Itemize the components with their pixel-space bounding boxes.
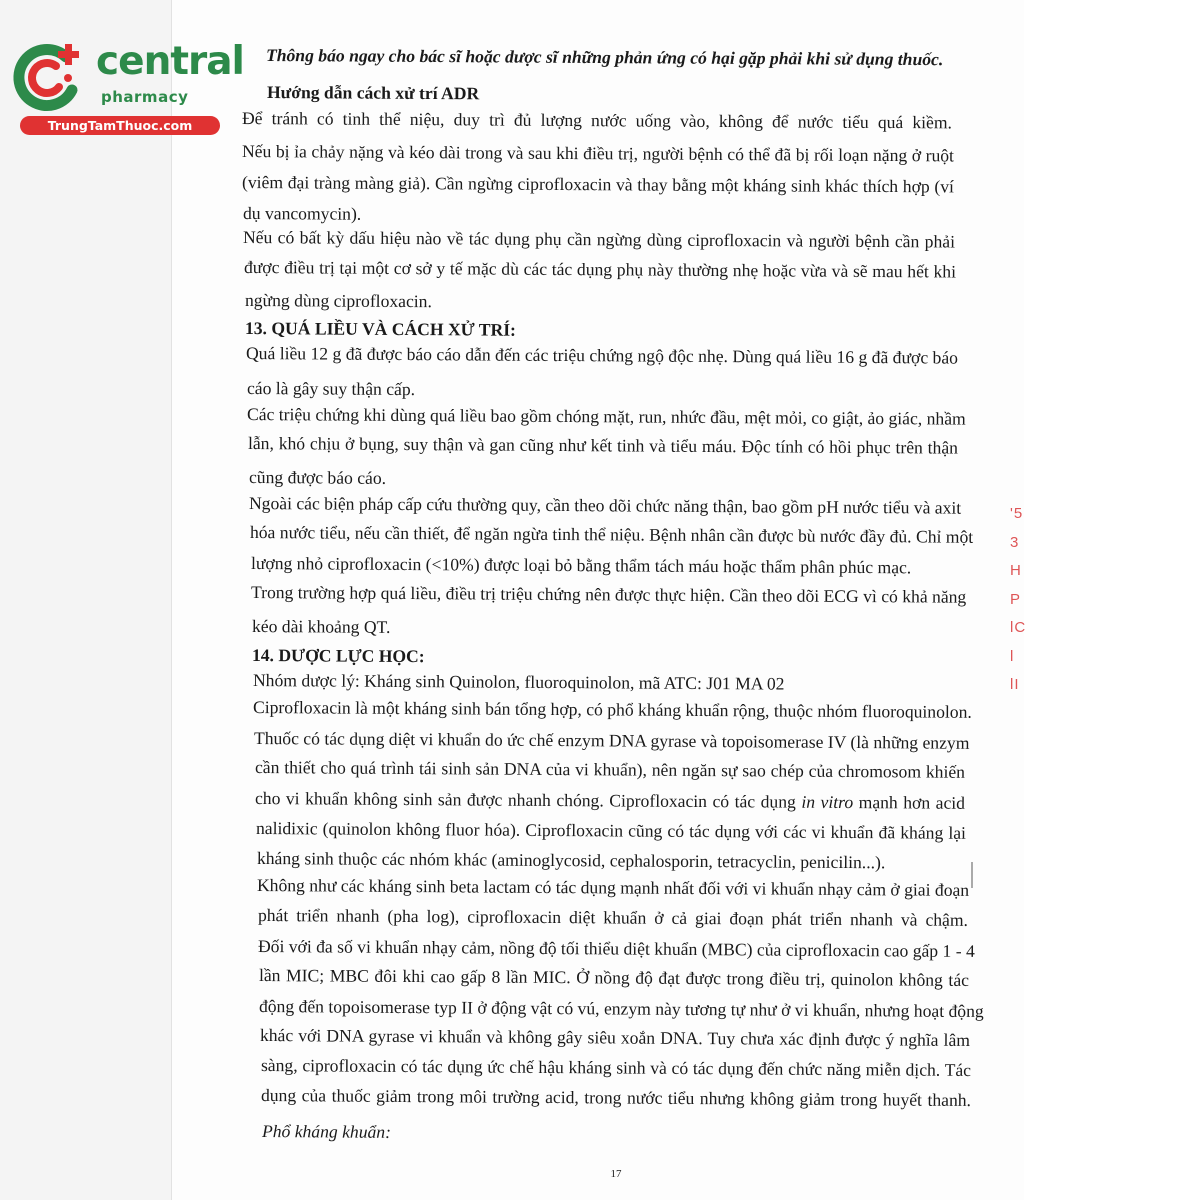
text-run-italic: in vitro (801, 791, 854, 813)
paragraph-line: Ciprofloxacin là một kháng sinh bán tổng hợp, có phổ kháng khuẩn rộng, thuộc nhóm fluoroquinolon. (252, 697, 972, 722)
paragraph-line: Các triệu chứng khi dùng quá liều bao gồm chóng mặt, run, nhức đầu, mệt mỏi, co giật, ảo giác, nhầm (246, 404, 966, 429)
paragraph-line: Đối với đa số vi khuẩn nhạy cảm, nồng độ tối thiểu diệt khuẩn (MBC) của ciprofloxacin cao gấp 1 - 4 (257, 936, 975, 961)
paragraph-line: cũng được báo cáo. (248, 467, 387, 488)
paragraph-line: hóa nước tiểu, nếu cần thiết, để ngăn ngừa tinh thể niệu. Bệnh nhân cần được bù nước đầy đủ. Chỉ một (249, 522, 974, 547)
paragraph-line: kháng sinh thuộc các nhóm khác (aminoglycosid, cephalosporin, tetracyclin, penicilin...). (256, 848, 886, 873)
paragraph-line: ngừng dùng ciprofloxacin. (244, 290, 432, 312)
text-run: mạnh hơn acid (853, 792, 966, 813)
subheading-adr-handling: Hướng dẫn cách xử trí ADR (266, 82, 480, 104)
adr-report-note: Thông báo ngay cho bác sĩ hoặc dược sĩ những phản ứng có hại gặp phải khi sử dụng thuốc. (265, 45, 944, 70)
section-heading-pharmacodynamics: 14. DƯỢC LỰC HỌC: (251, 645, 425, 667)
paragraph-line (255, 790, 965, 812)
logo-name: central (96, 39, 244, 84)
paragraph-line: lẫn, khó chịu ở bụng, suy thận và gan cũng như kết tinh và tiểu máu. Độc tính có hồi phục trên thận (247, 433, 959, 458)
section-heading-overdose: 13. QUÁ LIỀU VÀ CÁCH XỬ TRÍ: (244, 318, 517, 340)
paragraph-line: dụng của thuốc giảm trong môi trường acid, trong nước tiểu nhưng không giảm trong huyết thanh. (260, 1085, 972, 1111)
subheading-antibacterial-spectrum: Phổ kháng khuẩn: (261, 1121, 392, 1142)
margin-mark: 3 (1010, 533, 1020, 551)
margin-mark: P (1010, 590, 1022, 608)
paragraph-line: khác với DNA gyrase vi khuẩn và không gây siêu xoắn DNA. Tuy chưa xác định được ý nghĩa lâm (259, 1025, 971, 1050)
logo-subtitle: pharmacy (101, 88, 189, 106)
paragraph-line: nalidixic (quinolon không fluor hóa). Ciprofloxacin cũng có tác dụng với các vi khuẩn đã kháng lại (255, 818, 967, 843)
paragraph-line: cần thiết cho quá trình tái sinh sản DNA của vi khuẩn), nên ngăn sự sao chép của chromosom khiến (254, 757, 966, 782)
paragraph-line: Để tránh có tinh thể niệu, duy trì đủ lượng nước uống vào, không để nước tiểu quá kiềm. (241, 108, 953, 133)
paragraph-line: sàng, ciprofloxacin có tác dụng ức chế hậu kháng sinh và có tác dụng đến chức năng miễn dịch. Tác (260, 1055, 972, 1080)
margin-mark: lC (1010, 619, 1027, 636)
paragraph-line: Nhóm dược lý: Kháng sinh Quinolon, fluoroquinolon, mã ATC: J01 MA 02 (252, 670, 785, 694)
text-run: cho vi khuẩn không sinh sản được nhanh chóng. Ciprofloxacin có tác dụng (254, 788, 802, 812)
paragraph-line: Không như các kháng sinh beta lactam có tác dụng mạnh nhất đối với vi khuẩn nhạy cảm ở giai đoạn (256, 875, 970, 900)
paragraph-line: Ngoài các biện pháp cấp cứu thường quy, cần theo dõi chức năng thận, bao gồm pH nước tiểu và axit (248, 493, 962, 518)
paragraph-line: Trong trường hợp quá liều, điều trị triệu chứng nên được thực hiện. Cần theo dõi ECG vì có khả năng (250, 582, 967, 607)
scan-mark (971, 862, 973, 888)
paragraph-line: Quá liều 12 g đã được báo cáo dẫn đến các triệu chứng ngộ độc nhẹ. Dùng quá liều 16 g đã được báo (245, 343, 959, 368)
margin-mark: l (1010, 647, 1015, 665)
page-number: 17 (610, 1168, 622, 1180)
paragraph-line: Thuốc có tác dụng diệt vi khuẩn do ức chế enzym DNA gyrase và topoisomerase IV (là những enzym (253, 728, 970, 753)
paragraph-line: lần MIC; MBC đôi khi cao gấp 8 lần MIC. Ở nồng độ đạt được trong điều trị, quinolon không tác (258, 965, 970, 990)
paragraph-line: (viêm đại tràng màng giả). Cần ngừng ciprofloxacin và thay bằng một kháng sinh khác thích hợp (ví (241, 172, 955, 197)
paragraph-line: phát triển nhanh (pha log), ciprofloxacin diệt khuẩn ở cả giai đoạn phát triển nhanh và chậm. (257, 905, 969, 930)
paragraph-line: được điều trị tại một cơ sở y tế mặc dù các tác dụng phụ này thường nhẹ hoặc vừa và sẽ mau hết khi (243, 257, 957, 282)
paragraph-line: động đến topoisomerase typ II ở động vật có vú, enzym này tương tự như ở vi khuẩn, nhưng hoạt động (258, 996, 984, 1022)
paragraph-line: kéo dài khoảng QT. (251, 616, 391, 637)
paragraph-line: cáo là gây suy thận cấp. (246, 378, 416, 400)
margin-mark: H (1010, 562, 1022, 579)
paragraph-line: Nếu có bất kỳ dấu hiệu nào về tác dụng phụ cần ngừng dùng ciprofloxacin và người bệnh cần phải (242, 227, 956, 252)
paragraph-line: lượng nhỏ ciprofloxacin (<10%) được loại bỏ bằng thẩm tách máu hoặc thẩm phân phúc mạc. (250, 553, 912, 578)
margin-mark: lI (1010, 676, 1020, 693)
paragraph-line: Nếu bị ỉa chảy nặng và kéo dài trong và sau khi điều trị, người bệnh có thể đã bị rối loạn nặng ở ruột (241, 141, 955, 166)
margin-mark: '5 (1010, 505, 1024, 522)
logo-url-badge[interactable]: TrungTamThuoc.com (20, 116, 220, 135)
paragraph-line: dụ vancomycin). (242, 203, 362, 224)
